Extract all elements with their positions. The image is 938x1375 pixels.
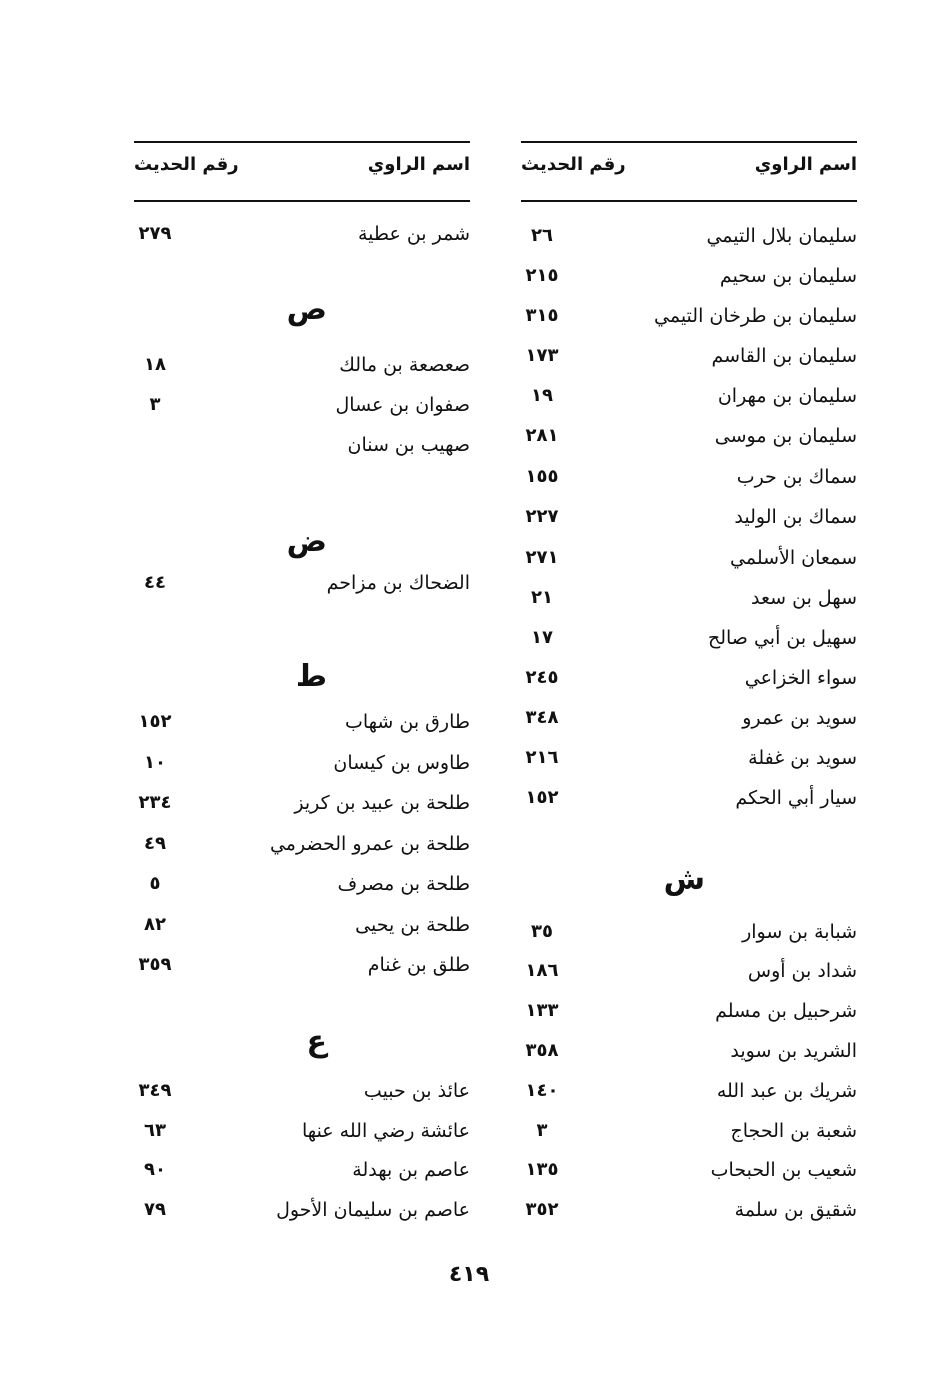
hadith-number: ١٧ xyxy=(531,627,553,648)
index-entry xyxy=(521,578,857,618)
hadith-number-column-header: رقم الحديث xyxy=(134,154,239,175)
narrator-name: شمر بن عطية xyxy=(357,223,470,245)
index-entry xyxy=(134,824,470,864)
narrator-name: طارق بن شهاب xyxy=(344,711,470,733)
index-entry xyxy=(521,1190,857,1230)
narrator-name: طلحة بن عمرو الحضرمي xyxy=(269,833,470,855)
hadith-number: ٣٥٢ xyxy=(525,1199,559,1220)
narrator-name: سماك بن حرب xyxy=(736,466,857,488)
section-letter: ض xyxy=(286,524,327,559)
index-entry xyxy=(521,698,857,738)
narrator-name: شعيب بن الحبحاب xyxy=(710,1159,857,1181)
hadith-number: ١٥٢ xyxy=(138,711,172,732)
narrator-name: طاوس بن كيسان xyxy=(333,752,470,774)
narrator-name: عائشة رضي الله عنها xyxy=(302,1120,470,1142)
narrator-name: طلق بن غنام xyxy=(367,954,470,976)
index-entry xyxy=(521,336,857,376)
hadith-number: ٢١٥ xyxy=(525,265,559,286)
narrator-name: سليمان بن طرخان التيمي xyxy=(654,305,857,327)
hadith-number: ٣٥ xyxy=(531,921,553,942)
index-entry xyxy=(134,864,470,904)
top-rule xyxy=(521,141,857,143)
index-entry xyxy=(521,1071,857,1111)
hadith-number: ١٠ xyxy=(144,752,166,773)
hadith-number: ٣٥٨ xyxy=(525,1040,559,1061)
index-entry xyxy=(521,991,857,1031)
index-entry xyxy=(134,385,470,425)
narrator-name: سهل بن سعد xyxy=(751,587,857,609)
hadith-number: ١٣٥ xyxy=(525,1159,559,1180)
narrator-name: عاصم بن سليمان الأحول xyxy=(276,1199,470,1221)
narrator-name: طلحة بن يحيى xyxy=(355,914,470,936)
hadith-number: ١٨٦ xyxy=(525,960,559,981)
hadith-number: ٢٧١ xyxy=(525,547,559,568)
index-entry xyxy=(134,702,470,742)
narrator-name: سمعان الأسلمي xyxy=(730,547,857,569)
narrator-name: شعبة بن الحجاج xyxy=(730,1120,857,1142)
index-entry xyxy=(134,783,470,823)
index-entry xyxy=(134,1150,470,1190)
page-number: ٤١٩ xyxy=(448,1262,490,1287)
index-entry xyxy=(134,563,470,603)
index-entry xyxy=(134,1190,470,1230)
header-rule xyxy=(521,200,857,202)
hadith-number: ٣ xyxy=(149,394,161,415)
index-entry xyxy=(521,376,857,416)
index-entry xyxy=(521,1150,857,1190)
index-entry xyxy=(134,345,470,385)
narrator-name: سليمان بن سحيم xyxy=(719,265,857,287)
top-rule xyxy=(134,141,470,143)
section-letter: ش xyxy=(663,862,705,897)
index-entry xyxy=(521,457,857,497)
hadith-number: ٢٣٤ xyxy=(138,792,172,813)
hadith-number: ٢٨١ xyxy=(525,425,559,446)
index-entry xyxy=(521,216,857,256)
narrator-name: عائذ بن حبيب xyxy=(363,1080,470,1102)
hadith-number: ٢٦ xyxy=(531,225,553,246)
index-entry xyxy=(134,425,470,465)
narrator-name: سويد بن عمرو xyxy=(742,707,857,729)
narrator-column-header: اسم الراوي xyxy=(367,154,470,175)
narrator-name: صعصعة بن مالك xyxy=(339,354,470,376)
index-entry xyxy=(521,912,857,952)
index-entry xyxy=(134,743,470,783)
hadith-number: ٣ xyxy=(536,1120,548,1141)
hadith-number: ٤٤ xyxy=(144,572,166,593)
left-column xyxy=(134,0,470,1375)
section-letter: ع xyxy=(306,1024,327,1059)
narrator-name: شرحبيل بن مسلم xyxy=(715,1000,857,1022)
index-entry xyxy=(521,1111,857,1151)
hadith-number: ١٥٢ xyxy=(525,787,559,808)
narrator-name: سواء الخزاعي xyxy=(744,667,857,689)
narrator-name: شبابة بن سوار xyxy=(742,921,857,943)
index-entry xyxy=(521,416,857,456)
narrator-name: شداد بن أوس xyxy=(747,960,857,982)
narrator-name: عاصم بن بهدلة xyxy=(352,1159,470,1181)
header-rule xyxy=(134,200,470,202)
narrator-name: سليمان بن مهران xyxy=(717,385,857,407)
hadith-number: ١٤٠ xyxy=(525,1080,559,1101)
narrator-name: سليمان بن موسى xyxy=(714,425,857,447)
hadith-number: ٧٩ xyxy=(144,1199,166,1220)
hadith-number: ٣٤٨ xyxy=(525,707,559,728)
hadith-number: ١٨ xyxy=(144,354,166,375)
index-entry xyxy=(134,945,470,985)
index-entry xyxy=(521,296,857,336)
hadith-number: ٢٧٩ xyxy=(138,223,172,244)
hadith-number: ٢١ xyxy=(531,587,553,608)
hadith-number: ٨٢ xyxy=(144,914,166,935)
narrator-name: سهيل بن أبي صالح xyxy=(707,627,857,649)
index-entry xyxy=(521,778,857,818)
index-entry xyxy=(134,1111,470,1151)
narrator-column-header: اسم الراوي xyxy=(754,154,857,175)
hadith-number: ٣١٥ xyxy=(525,305,559,326)
hadith-number: ٩٠ xyxy=(144,1159,166,1180)
narrator-name: سماك بن الوليد xyxy=(734,506,857,528)
hadith-number: ٣٤٩ xyxy=(138,1080,172,1101)
narrator-name: سليمان بلال التيمي xyxy=(706,225,857,247)
narrator-name: صفوان بن عسال xyxy=(335,394,470,416)
hadith-number: ٥ xyxy=(149,873,161,894)
hadith-number: ٣٥٩ xyxy=(138,954,172,975)
narrator-name: شريك بن عبد الله xyxy=(716,1080,857,1102)
index-entry xyxy=(521,497,857,537)
narrator-name: سليمان بن القاسم xyxy=(711,345,857,367)
section-letter: ط xyxy=(295,659,327,694)
hadith-number: ١٧٣ xyxy=(525,345,559,366)
index-entry xyxy=(521,538,857,578)
section-letter: ص xyxy=(286,292,327,327)
hadith-number-column-header: رقم الحديث xyxy=(521,154,626,175)
narrator-name: صهيب بن سنان xyxy=(347,434,470,456)
narrator-name: طلحة بن عبيد بن كريز xyxy=(294,792,470,814)
narrator-name: طلحة بن مصرف xyxy=(337,873,470,895)
index-entry xyxy=(521,658,857,698)
index-entry xyxy=(521,256,857,296)
narrator-name: الشريد بن سويد xyxy=(730,1040,857,1062)
narrator-name: سويد بن غفلة xyxy=(748,747,857,769)
index-entry xyxy=(134,905,470,945)
narrator-name: شقيق بن سلمة xyxy=(734,1199,857,1221)
hadith-number: ٢٤٥ xyxy=(525,667,559,688)
right-column xyxy=(521,0,857,1375)
narrator-name: الضحاك بن مزاحم xyxy=(326,572,470,594)
hadith-number: ١٣٣ xyxy=(525,1000,559,1021)
hadith-number: ١٩ xyxy=(531,385,553,406)
hadith-number: ٢١٦ xyxy=(525,747,559,768)
index-entry xyxy=(134,1071,470,1111)
hadith-number: ٤٩ xyxy=(144,833,166,854)
index-entry xyxy=(521,618,857,658)
hadith-number: ٢٢٧ xyxy=(525,506,559,527)
index-entry xyxy=(521,1031,857,1071)
hadith-number: ٦٣ xyxy=(144,1120,166,1141)
hadith-number: ١٥٥ xyxy=(525,466,559,487)
index-entry xyxy=(134,214,470,254)
narrator-name: سيار أبي الحكم xyxy=(735,787,857,809)
index-entry xyxy=(521,951,857,991)
index-entry xyxy=(521,738,857,778)
